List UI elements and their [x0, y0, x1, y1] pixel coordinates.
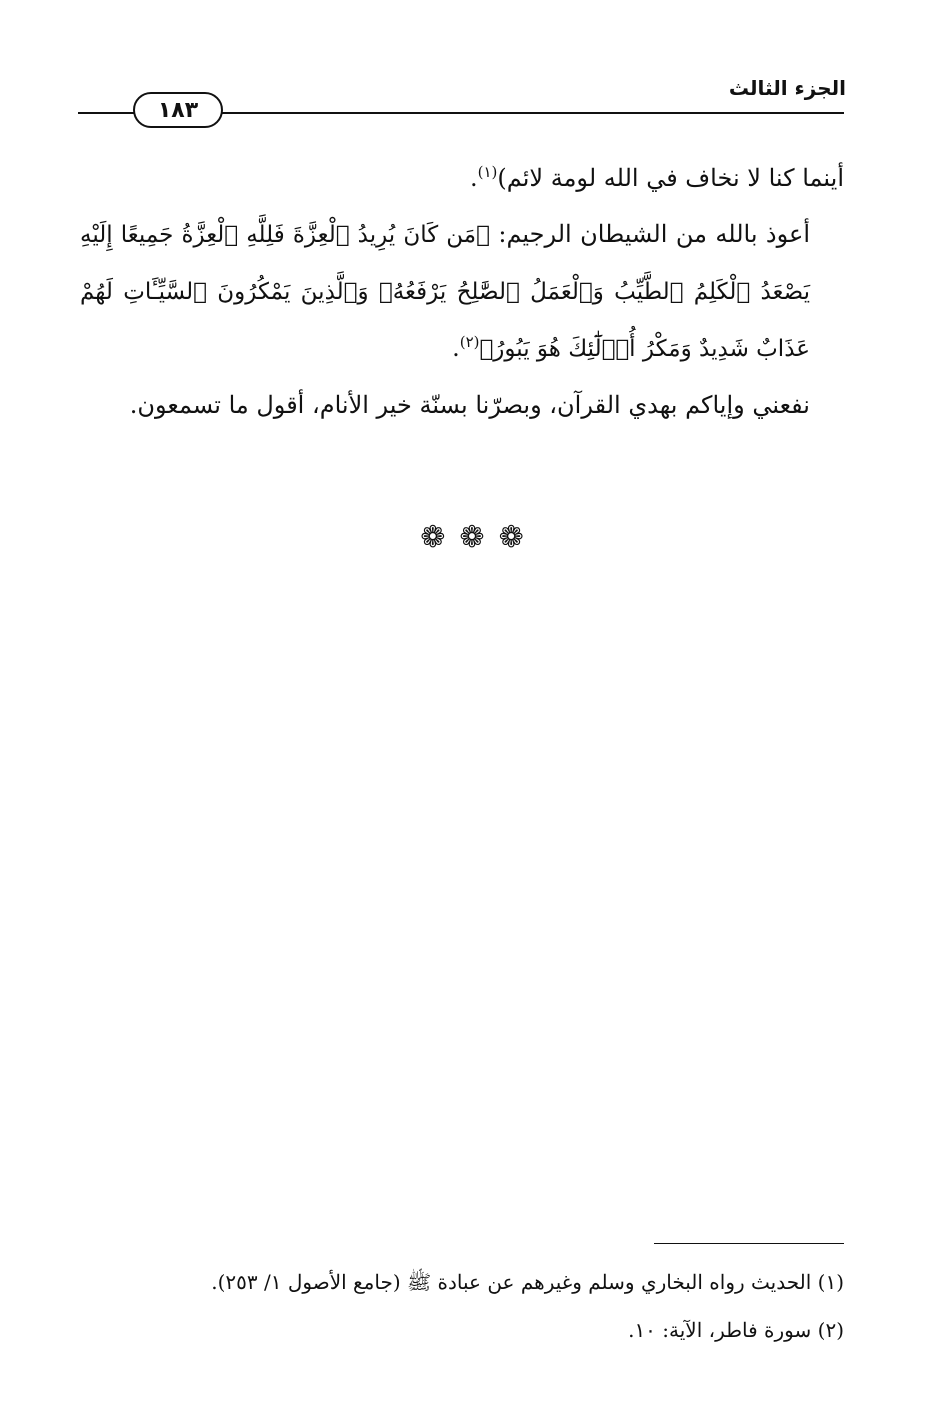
paragraph-1-text: أينما كنا لا نخاف في الله لومة لائم)	[497, 164, 844, 192]
flower-ornament-icon: ❁	[498, 520, 524, 555]
paragraph-3: نفعني وإياكم بهدي القرآن، وبصرّنا بسنّة خير الأنام، أقول ما تسمعون.	[129, 391, 810, 419]
footnote-1: (١) الحديث رواه البخاري وسلم وغيرهم عن عبادة ﷺ (جامع الأصول ١/ ٢٥٣).	[211, 1270, 844, 1294]
footnote-2: (٢) سورة فاطر، الآية: ١٠.	[628, 1318, 844, 1342]
flower-ornament-icon: ❁	[420, 520, 446, 555]
paragraph-1-end: .	[469, 164, 478, 192]
footnotes	[100, 1258, 844, 1354]
quran-verse: ﴿مَن كَانَ يُرِيدُ ٱلْعِزَّةَ فَلِلَّهِ ٱلْعِزَّةُ جَمِيعًا إِلَيْهِ يَصْعَدُ ٱلْكَلِمُ ٱلطَّيِّبُ وَٱلْعَمَلُ ٱلصَّٰلِحُ يَرْفَعُهُۥ وَٱلَّذِينَ يَمْكُرُونَ ٱلسَّيِّـَٔاتِ لَهُمْ عَذَابٌ شَدِيدٌ وَمَكْرُ أُو۟لَٰٓئِكَ هُوَ يَبُورُ﴾	[80, 222, 810, 362]
page-number-badge	[133, 92, 223, 128]
paragraph-1	[80, 150, 844, 206]
page-number: ١٨٣	[157, 97, 199, 123]
running-header-title: الجزء الثالث	[728, 76, 846, 100]
body-text	[80, 150, 844, 433]
paragraph-2-end: .	[452, 334, 460, 362]
footnote-ref-1: (١)	[477, 163, 498, 181]
footnote-rule	[654, 1243, 844, 1244]
paragraph-2	[80, 206, 844, 377]
section-separator	[0, 520, 944, 556]
flower-ornament-icon: ❁	[459, 520, 485, 555]
footnote-ref-2: (٢)	[459, 333, 480, 351]
paragraph-2-lead: أعوذ بالله من الشيطان الرجيم:	[489, 220, 811, 248]
